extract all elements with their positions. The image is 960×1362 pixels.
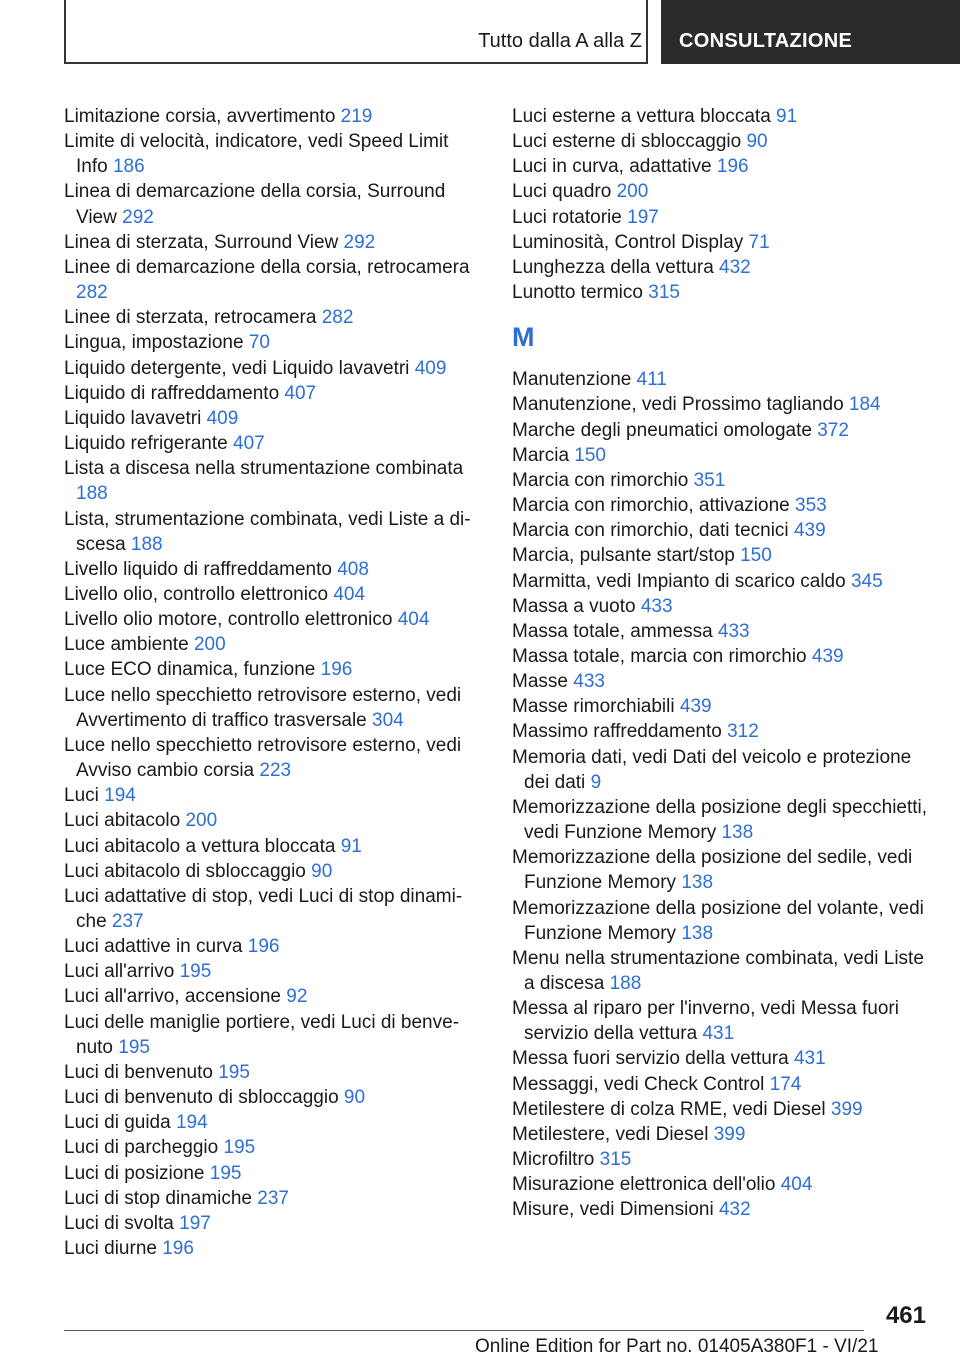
- index-entry-term: Luci di svolta: [64, 1212, 174, 1234]
- index-entry: [64, 1186, 484, 1211]
- index-entry: [64, 330, 484, 355]
- index-entry-term: Marmitta, vedi Impianto di scarico caldo: [512, 570, 846, 592]
- index-entry-page-link[interactable]: 292: [343, 231, 376, 253]
- index-entry-term: Messa al riparo per l'inverno, vedi Messa fuori servizio della vettura: [512, 998, 899, 1045]
- index-entry-page-link[interactable]: 195: [118, 1036, 150, 1058]
- index-entry-term: Luci diurne: [64, 1238, 157, 1260]
- index-entry-term: Massa a vuoto: [512, 595, 636, 617]
- index-entry: [512, 392, 932, 417]
- index-entry-term: Memoria dati, vedi Dati del veicolo e protezione dei dati: [512, 746, 912, 793]
- index-entry-page-link[interactable]: 404: [397, 609, 430, 631]
- index-entry-page-link[interactable]: 197: [179, 1212, 211, 1234]
- index-entry-term: Lingua, impostazione: [64, 332, 244, 354]
- index-entry: [512, 644, 932, 669]
- index-entry: [64, 305, 484, 330]
- index-entry-page-link[interactable]: 90: [746, 131, 768, 153]
- index-entry-term: Marcia con rimorchio, attivazione: [512, 495, 790, 517]
- index-entry-term: Massimo raffreddamento: [512, 721, 722, 743]
- index-entry: [64, 733, 484, 783]
- index-entry-term: Masse: [512, 671, 568, 693]
- index-entry: [512, 719, 932, 744]
- index-entry: [512, 280, 932, 305]
- index-entry: [512, 1046, 932, 1071]
- index-entry-term: Linee di demarcazione della corsia, retrocamera: [64, 256, 470, 278]
- index-entry-term: Luminosità, Control Display: [512, 231, 744, 253]
- index-entry-page-link[interactable]: 184: [848, 394, 881, 416]
- index-entry-page-link[interactable]: 432: [718, 1199, 751, 1221]
- index-entry-page-link[interactable]: 351: [693, 469, 726, 491]
- index-entry-page-link[interactable]: 404: [333, 583, 366, 605]
- index-entry-term: Luci abitacolo a vettura bloccata: [64, 835, 336, 857]
- index-entry-page-link[interactable]: 200: [185, 810, 218, 832]
- index-entry-term: Massa totale, ammessa: [512, 620, 713, 642]
- index-entry-page-link[interactable]: 433: [717, 620, 750, 642]
- index-entry: [512, 1122, 932, 1147]
- header-section-title: Tutto dalla A alla Z: [478, 30, 642, 52]
- index-entry-page-link[interactable]: 150: [740, 545, 772, 567]
- index-entry-term: Memorizzazione della posizione degli specchietti, vedi Funzione Memory: [512, 796, 928, 844]
- index-entry-page-link[interactable]: 195: [223, 1137, 256, 1159]
- index-entry: [512, 518, 932, 543]
- index-entry: [512, 946, 932, 996]
- index-entry-term: Luci rotatorie: [512, 206, 622, 228]
- index-entry: [512, 569, 932, 594]
- index-entry-page-link[interactable]: 353: [795, 495, 827, 517]
- index-entry: [512, 1197, 932, 1222]
- index-entry: [64, 179, 484, 229]
- index-entry-page-link[interactable]: 195: [209, 1162, 242, 1184]
- index-entry: [64, 683, 484, 733]
- index-entry-page-link[interactable]: 219: [340, 106, 373, 127]
- index-entry-term: Misurazione elettronica dell'olio: [512, 1174, 776, 1196]
- footer-edition-text: Online Edition for Part no. 01405A380F1 - VI/21: [475, 1336, 879, 1357]
- index-entry-term: Luci in curva, adattative: [512, 156, 712, 178]
- index-entry: [512, 154, 932, 179]
- index-entry-page-link[interactable]: 197: [627, 206, 659, 228]
- index-entry-term: Metilestere di colza RME, vedi Diesel: [512, 1098, 826, 1120]
- index-entry: [512, 543, 932, 568]
- index-entry-term: Livello olio, controllo elettronico: [64, 583, 329, 605]
- index-entry-term: Luci all'arrivo, accensione: [64, 986, 281, 1008]
- index-entry: [512, 1097, 932, 1122]
- index-entry: [512, 996, 932, 1046]
- index-entry-term: Masse rimorchiabili: [512, 696, 675, 718]
- index-entry-page-link[interactable]: 411: [636, 369, 667, 391]
- index-entry-page-link[interactable]: 404: [780, 1174, 813, 1196]
- index-entry-page-link[interactable]: 200: [193, 634, 226, 656]
- index-entry-page-link[interactable]: 188: [609, 973, 642, 994]
- index-entry: [512, 205, 932, 230]
- index-entry-term: Luci di guida: [64, 1112, 171, 1134]
- index-entry-term: Livello olio motore, controllo elettronico: [64, 609, 393, 631]
- index-entry-page-link[interactable]: 138: [681, 922, 714, 944]
- index-entry: [512, 367, 932, 392]
- index-entry: [64, 934, 484, 959]
- index-entry-page-link[interactable]: 407: [233, 433, 265, 455]
- index-entry: [512, 468, 932, 493]
- index-entry-term: Memorizzazione della posizione del volante, vedi Funzione Memory: [512, 897, 924, 944]
- index-entry-term: Luce ambiente: [64, 634, 189, 656]
- index-entry-page-link[interactable]: 439: [679, 696, 712, 718]
- index-entry-term: Linea di sterzata, Surround View: [64, 231, 339, 253]
- index-entry-page-link[interactable]: 195: [218, 1061, 250, 1083]
- index-entry-page-link[interactable]: 439: [811, 645, 844, 667]
- index-entry-page-link[interactable]: 315: [599, 1149, 632, 1171]
- index-entry: [512, 493, 932, 518]
- index-entry-term: Luci di parcheggio: [64, 1137, 219, 1159]
- index-entry-page-link[interactable]: 433: [640, 595, 673, 617]
- index-entry: [512, 104, 932, 129]
- index-entry: [64, 607, 484, 632]
- index-entry: [64, 1135, 484, 1160]
- index-entry-page-link[interactable]: 90: [311, 860, 333, 882]
- index-entry-page-link[interactable]: 399: [713, 1123, 746, 1145]
- index-entry: [64, 1085, 484, 1110]
- index-entry-page-link[interactable]: 90: [343, 1087, 366, 1109]
- index-entry: [64, 406, 484, 431]
- index-entry-page-link[interactable]: 315: [648, 282, 680, 304]
- index-entry-term: Marcia: [512, 444, 570, 466]
- index-entry-page-link[interactable]: 409: [414, 357, 447, 379]
- index-entry-page-link[interactable]: 292: [122, 206, 154, 228]
- index-entry: [512, 619, 932, 644]
- index-entry: [64, 255, 484, 305]
- index-entry: [64, 1010, 484, 1060]
- index-entry: [512, 845, 932, 895]
- index-entry: [64, 859, 484, 884]
- index-entry: [512, 1072, 932, 1097]
- index-entry-term: Marcia con rimorchio: [512, 469, 689, 491]
- index-entry-page-link[interactable]: 196: [320, 659, 353, 681]
- index-entry-page-link[interactable]: 372: [817, 419, 849, 441]
- index-entry: [512, 694, 932, 719]
- index-group-l-continued: [512, 104, 932, 305]
- index-entry-page-link[interactable]: 194: [175, 1112, 208, 1134]
- index-entry-term: Messa fuori servizio della vettura: [512, 1048, 789, 1070]
- header-chapter-label: CONSULTAZIONE: [679, 30, 853, 52]
- index-entry-page-link[interactable]: 408: [337, 558, 369, 580]
- index-entry-page-link[interactable]: 282: [76, 282, 108, 304]
- index-entry-page-link[interactable]: 71: [748, 231, 770, 253]
- index-entry-page-link[interactable]: 312: [727, 721, 759, 743]
- index-entry-page-link[interactable]: 188: [130, 533, 163, 555]
- index-entry-term: Linea di demarcazione della corsia, Surround View: [64, 181, 446, 228]
- index-entry: [512, 896, 932, 946]
- index-group-m: [512, 367, 932, 1222]
- index-entry-term: Luci di benvenuto: [64, 1061, 213, 1083]
- index-entry-term: Luci: [64, 785, 99, 807]
- footer-divider: [64, 1330, 864, 1331]
- index-entry-term: Marcia, pulsante start/stop: [512, 545, 735, 567]
- index-entry-term: Manutenzione, vedi Prossimo tagliando: [512, 394, 844, 416]
- index-entry: [512, 1147, 932, 1172]
- index-entry-term: Misure, vedi Dimensioni: [512, 1199, 714, 1221]
- index-entry-term: Luci di benvenuto di sbloccaggio: [64, 1087, 339, 1109]
- index-entry: [64, 1161, 484, 1186]
- index-entry: [512, 418, 932, 443]
- index-entry-term: Luci adattive in curva: [64, 936, 243, 958]
- index-entry-page-link[interactable]: 439: [793, 520, 826, 542]
- index-entry: [64, 959, 484, 984]
- index-entry-page-link[interactable]: 91: [776, 106, 798, 127]
- index-entry-term: Marche degli pneumatici omologate: [512, 419, 812, 441]
- index-entry-term: Liquido lavavetri: [64, 407, 202, 429]
- index-entry: [512, 255, 932, 280]
- header-chapter-tab: [661, 0, 960, 64]
- index-entry: [64, 557, 484, 582]
- index-entry-term: Luce nello specchietto retrovisore esterno, vedi Avviso cambio corsia: [64, 734, 462, 782]
- index-entry-page-link[interactable]: 196: [162, 1238, 194, 1260]
- index-entry-term: Lunotto termico: [512, 282, 643, 304]
- index-entry: [64, 1211, 484, 1236]
- index-entry-term: Lista a discesa nella strumentazione combinata: [64, 458, 464, 480]
- index-entry-page-link[interactable]: 188: [76, 483, 108, 505]
- index-entry: [64, 632, 484, 657]
- index-entry: [64, 834, 484, 859]
- index-entry-term: Messaggi, vedi Check Control: [512, 1073, 765, 1095]
- index-entry-page-link[interactable]: 431: [793, 1048, 826, 1070]
- index-entry-page-link[interactable]: 194: [104, 785, 136, 807]
- index-entry-term: Luci quadro: [512, 181, 612, 203]
- index-entry-term: Luci esterne a vettura bloccata: [512, 106, 771, 127]
- index-entry: [64, 657, 484, 682]
- index-entry: [64, 129, 484, 179]
- index-entry: [64, 381, 484, 406]
- index-entry-page-link[interactable]: 345: [850, 570, 883, 592]
- index-entry: [64, 507, 484, 557]
- index-entry-page-link[interactable]: 237: [257, 1187, 289, 1209]
- index-entry-term: Luci esterne di sbloccaggio: [512, 131, 742, 153]
- index-entry-page-link[interactable]: 282: [321, 307, 354, 329]
- index-entry-page-link[interactable]: 432: [719, 256, 751, 278]
- index-entry-term: Luce ECO dinamica, funzione: [64, 659, 316, 681]
- index-entry-page-link[interactable]: 138: [721, 822, 754, 844]
- index-entry-page-link[interactable]: 186: [112, 156, 145, 178]
- index-entry: [512, 795, 932, 845]
- index-entry-term: Livello liquido di raffreddamento: [64, 558, 332, 580]
- index-entry: [64, 884, 484, 934]
- index-entry-term: Limitazione corsia, avvertimento: [64, 106, 336, 127]
- index-entry-page-link[interactable]: 237: [111, 911, 144, 932]
- index-entry: [512, 230, 932, 255]
- index-entry: [512, 669, 932, 694]
- index-entry-page-link[interactable]: 92: [286, 986, 308, 1008]
- index-entry-term: Liquido di raffreddamento: [64, 382, 280, 404]
- index-entry-term: Liquido refrigerante: [64, 433, 228, 455]
- index-entry-term: Luce nello specchietto retrovisore esterno, vedi Avvertimento di traffico trasversale: [64, 684, 462, 731]
- index-entry: [64, 356, 484, 381]
- index-entry-page-link[interactable]: 195: [179, 961, 212, 983]
- index-entry-page-link[interactable]: 196: [247, 936, 280, 958]
- index-entry: [64, 808, 484, 833]
- index-entry-page-link[interactable]: 196: [716, 156, 749, 178]
- index-entry-term: Microfiltro: [512, 1149, 595, 1171]
- index-entry-term: Luci delle maniglie portiere, vedi Luci di benvenuto: [64, 1011, 460, 1058]
- index-entry: [512, 179, 932, 204]
- index-entry: [64, 104, 484, 129]
- index-entry: [64, 431, 484, 456]
- index-entry: [64, 1060, 484, 1085]
- index-entry-term: Luci adattative di stop, vedi Luci di stop dinamiche: [64, 885, 463, 932]
- index-entry-term: Luci all'arrivo: [64, 961, 175, 983]
- index-entry-term: Memorizzazione della posizione del sedile, vedi Funzione Memory: [512, 847, 913, 894]
- index-entry-page-link[interactable]: 200: [616, 181, 649, 203]
- index-entry-page-link[interactable]: 138: [681, 872, 714, 894]
- index-column-left: [64, 104, 484, 1261]
- index-entry: [512, 443, 932, 468]
- index-entry-term: Liquido detergente, vedi Liquido lavavetri: [64, 357, 410, 379]
- index-entry-term: Menu nella strumentazione combinata, vedi Liste a discesa: [512, 947, 924, 994]
- index-entry-page-link[interactable]: 150: [574, 444, 606, 466]
- index-entry-term: Manutenzione: [512, 369, 632, 391]
- index-entry-term: Metilestere, vedi Diesel: [512, 1123, 709, 1145]
- index-entry-page-link[interactable]: 433: [573, 671, 605, 693]
- index-entry-page-link[interactable]: 91: [340, 835, 362, 857]
- index-entry: [64, 1236, 484, 1261]
- index-entry-page-link[interactable]: 399: [830, 1098, 863, 1120]
- index-entry-term: Marcia con rimorchio, dati tecnici: [512, 520, 789, 542]
- index-letter-heading: M: [512, 322, 535, 353]
- index-entry-term: Limite di velocità, indicatore, vedi Speed Limit Info: [64, 131, 449, 178]
- index-entry-page-link[interactable]: 9: [590, 771, 602, 793]
- index-entry: [64, 984, 484, 1009]
- index-entry-page-link[interactable]: 409: [206, 407, 239, 429]
- index-entry-term: Massa totale, marcia con rimorchio: [512, 645, 807, 667]
- page-number: 461: [885, 1302, 926, 1329]
- index-entry: [512, 745, 932, 795]
- index-entry-term: Linee di sterzata, retrocamera: [64, 307, 317, 329]
- index-entry-page-link[interactable]: 407: [284, 382, 317, 404]
- index-entry-term: Luci abitacolo: [64, 810, 181, 832]
- index-entry-page-link[interactable]: 223: [259, 760, 292, 782]
- index-entry-page-link[interactable]: 174: [769, 1073, 802, 1095]
- index-entry: [64, 783, 484, 808]
- index-entry: [512, 129, 932, 154]
- index-entry-page-link[interactable]: 70: [248, 332, 270, 354]
- index-entry-page-link[interactable]: 304: [372, 709, 404, 731]
- index-entry-term: Luci abitacolo di sbloccaggio: [64, 860, 306, 882]
- index-entry: [512, 594, 932, 619]
- index-column-right: [512, 104, 932, 1223]
- index-entry: [64, 230, 484, 255]
- index-entry: [64, 456, 484, 506]
- index-entry: [64, 582, 484, 607]
- index-entry-term: Lunghezza della vettura: [512, 256, 714, 278]
- index-entry-term: Luci di posizione: [64, 1162, 205, 1184]
- index-entry-term: Lista, strumentazione combinata, vedi Liste a discesa: [64, 508, 471, 555]
- index-entry-term: Luci di stop dinamiche: [64, 1187, 252, 1209]
- index-entry: [512, 1172, 932, 1197]
- index-entry-page-link[interactable]: 431: [702, 1023, 735, 1045]
- index-entry: [64, 1110, 484, 1135]
